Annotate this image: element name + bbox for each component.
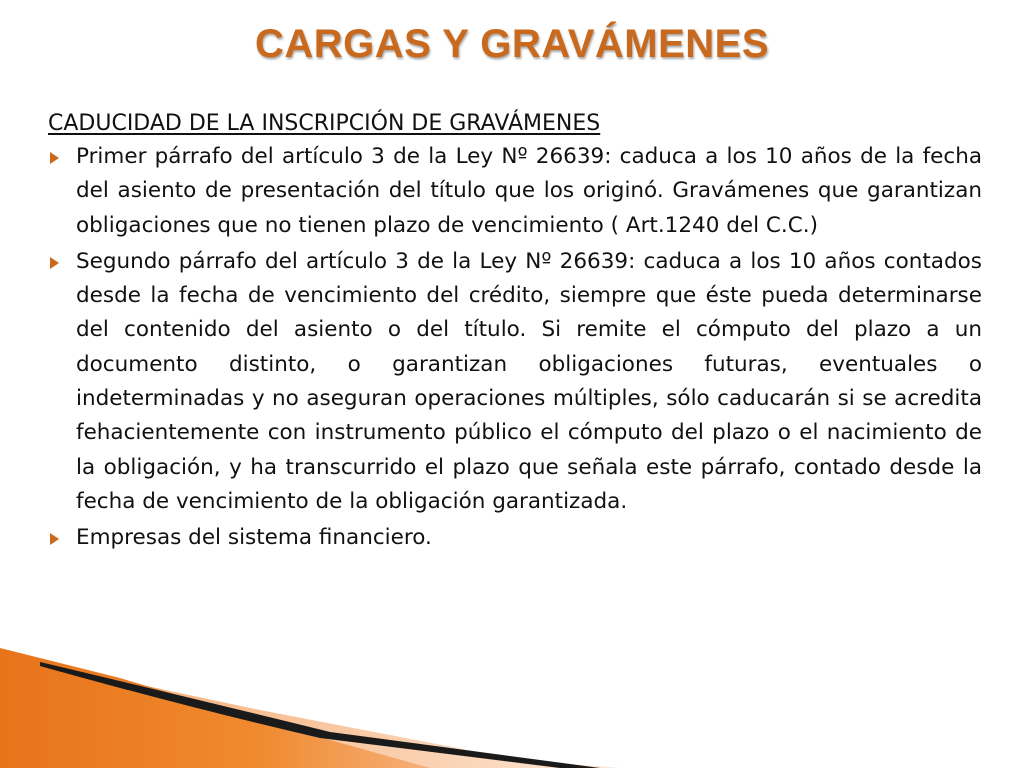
bullet-item xyxy=(48,140,982,243)
bullet-text: Primer párrafo del artículo 3 de la Ley Nº 26639: caduca a los 10 años de la fecha del asiento de presentación del título que los originó. Gravámenes que garantizan obligaciones que no tienen plazo de vencimiento ( Art.1240 del C.C.) xyxy=(76,144,982,238)
bullet-item xyxy=(48,521,982,555)
bullet-text: Segundo párrafo del artículo 3 de la Ley Nº 26639: caduca a los 10 años contados desde la fecha de vencimiento del crédito, siempre que éste pueda determinarse del contenido del asiento o del título. Si remite el cómputo del plazo a un documento distinto, o garantizan obligaciones futuras, eventuales o indeterminadas y no aseguran operaciones múltiples, sólo caducarán si se acredita fehacientemente con instrumento público el cómputo del plazo o el nacimiento de la obligación, y ha transcurrido el plazo que señala este párrafo, contado desde la fecha de vencimiento de la obligación garantizada. xyxy=(76,248,982,514)
triangle-right-icon xyxy=(50,257,59,269)
slide-content xyxy=(48,108,982,558)
bullet-item xyxy=(48,245,982,519)
triangle-right-icon xyxy=(50,152,59,164)
section-heading: CADUCIDAD DE LA INSCRIPCIÓN DE GRAVÁMENES xyxy=(48,111,601,136)
bullet-text: Empresas del sistema financiero. xyxy=(76,525,432,551)
decorative-swoosh xyxy=(0,600,620,768)
bullet-list xyxy=(48,140,982,556)
slide-title: CARGAS Y GRAVÁMENES xyxy=(254,22,770,66)
triangle-right-icon xyxy=(50,533,59,545)
